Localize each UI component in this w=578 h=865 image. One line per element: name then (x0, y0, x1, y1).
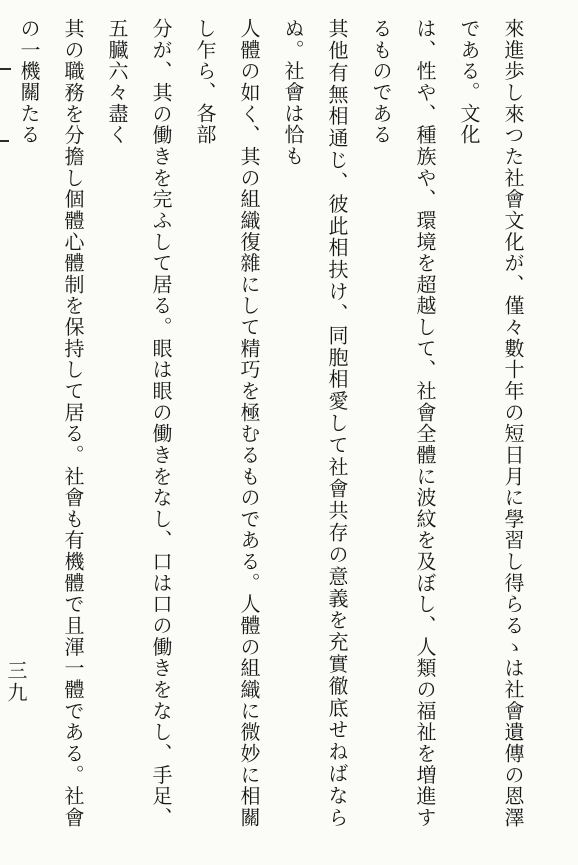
text-column: 其の職務を分擔し個體心體制を保持して居る。社會も有機體で且渾一體である。社會の一機關たる (17, 18, 85, 828)
text-column: 來進歩し來つた社會文化が、僅々數十年の短日月に學習し得らるゝは社會遺傳の恩澤である。文化 (457, 18, 525, 828)
text-column: は、性や、種族や、環境を超越して、社會全體に波紋を及ぼし、人類の福祉を増進するものである (369, 18, 437, 828)
text-column: 分が、其の働きを完ふして居る。眼は眼の働きをなし、口は口の働きをなし、手足、五臓六々盡く (105, 18, 173, 828)
vertical-text-body (17, 18, 535, 828)
page-number: 三九 (4, 660, 28, 704)
text-column: 其他有無相通じ、彼此相扶け、同胞相愛して社會共存の意義を充實徹底せねばならぬ。社會は恰も (281, 18, 349, 828)
text-column: 人體の如く、其の組織復雜にして精巧を極むるものである。人體の組織に微妙に相關し乍ら、各部 (193, 18, 261, 828)
text-column (0, 18, 7, 828)
